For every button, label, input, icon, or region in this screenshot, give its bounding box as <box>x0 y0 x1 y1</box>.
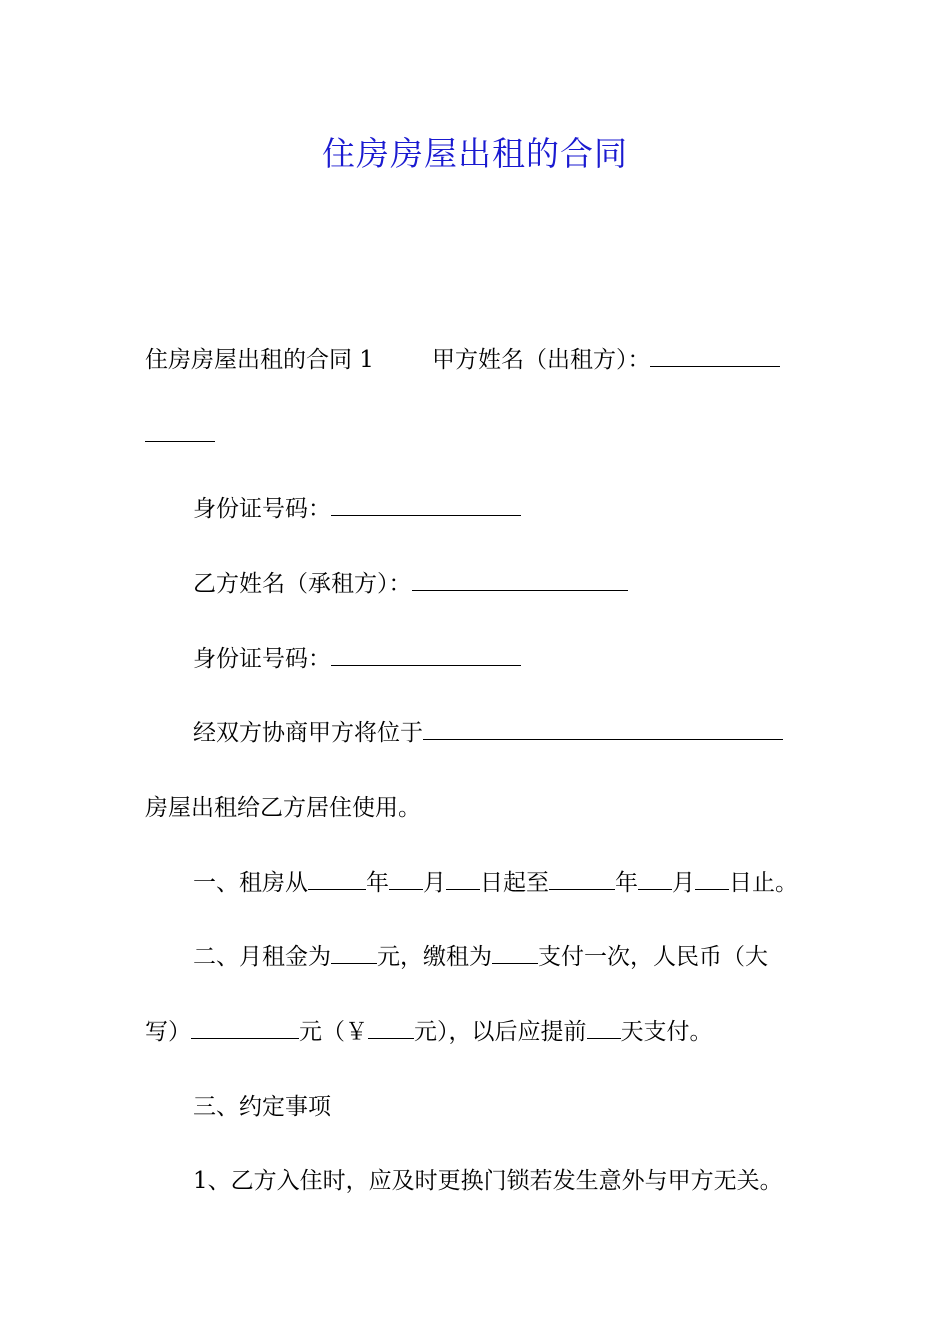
term-text-3: 月 <box>423 870 446 896</box>
amount-text-4: 天支付。 <box>620 1019 713 1045</box>
clause-1-line <box>193 1166 868 1196</box>
end-year-blank <box>549 869 615 890</box>
blank-continued <box>145 421 215 442</box>
start-year-blank <box>308 869 366 890</box>
term-text-5: 年 <box>615 870 638 896</box>
section-3-heading <box>193 1092 868 1122</box>
party-b-id-line <box>193 644 868 674</box>
clause-1-text: 1、乙方入住时，应及时更换门锁若发生意外与甲方无关。 <box>193 1168 783 1194</box>
location-line <box>193 718 868 748</box>
rent-line <box>193 942 868 972</box>
party-b-name-label: 乙方姓名（承租方）： <box>193 571 412 597</box>
party-a-name-blank-continued <box>145 420 820 450</box>
amount-words-blank <box>191 1018 299 1039</box>
party-b-line <box>193 569 868 599</box>
contract-heading: 住房房屋出租的合同 1 <box>145 347 374 373</box>
party-a-name-blank <box>650 346 780 367</box>
rent-text-3: 支付一次，人民币（大 <box>538 944 768 970</box>
term-line <box>193 868 868 898</box>
usage-text: 房屋出租给乙方居住使用。 <box>145 795 421 821</box>
end-month-blank <box>638 869 672 890</box>
section-3-title: 三、约定事项 <box>193 1094 331 1120</box>
location-label: 经双方协商甲方将位于 <box>193 720 423 746</box>
payment-period-blank <box>492 943 538 964</box>
start-day-blank <box>446 869 480 890</box>
term-text-4: 日起至 <box>480 870 549 896</box>
party-a-id-blank <box>331 495 521 516</box>
party-b-id-label: 身份证号码： <box>193 646 331 672</box>
rent-text-1: 二、月租金为 <box>193 944 331 970</box>
party-b-id-blank <box>331 645 521 666</box>
term-text-1: 一、租房从 <box>193 870 308 896</box>
party-a-line <box>145 345 820 375</box>
party-a-id-line <box>193 494 868 524</box>
party-a-id-label: 身份证号码： <box>193 496 331 522</box>
advance-days-blank <box>587 1018 621 1039</box>
end-day-blank <box>695 869 729 890</box>
location-blank <box>423 719 783 740</box>
document-title: 住房房屋出租的合同 <box>322 134 628 173</box>
amount-text-2: 元（￥ <box>299 1019 368 1045</box>
rent-text-2: 元，缴租为 <box>377 944 492 970</box>
monthly-rent-blank <box>331 943 377 964</box>
term-text-2: 年 <box>366 870 389 896</box>
amount-text-3: 元），以后应提前 <box>414 1019 587 1045</box>
term-text-7: 日止。 <box>729 870 798 896</box>
amount-text-1: 写） <box>145 1019 191 1045</box>
rent-amount-line <box>145 1017 820 1047</box>
term-text-6: 月 <box>672 870 695 896</box>
party-b-name-blank <box>412 570 628 591</box>
usage-line <box>145 793 820 823</box>
amount-number-blank <box>368 1018 414 1039</box>
start-month-blank <box>389 869 423 890</box>
party-a-name-label: 甲方姓名（出租方）： <box>431 347 651 373</box>
